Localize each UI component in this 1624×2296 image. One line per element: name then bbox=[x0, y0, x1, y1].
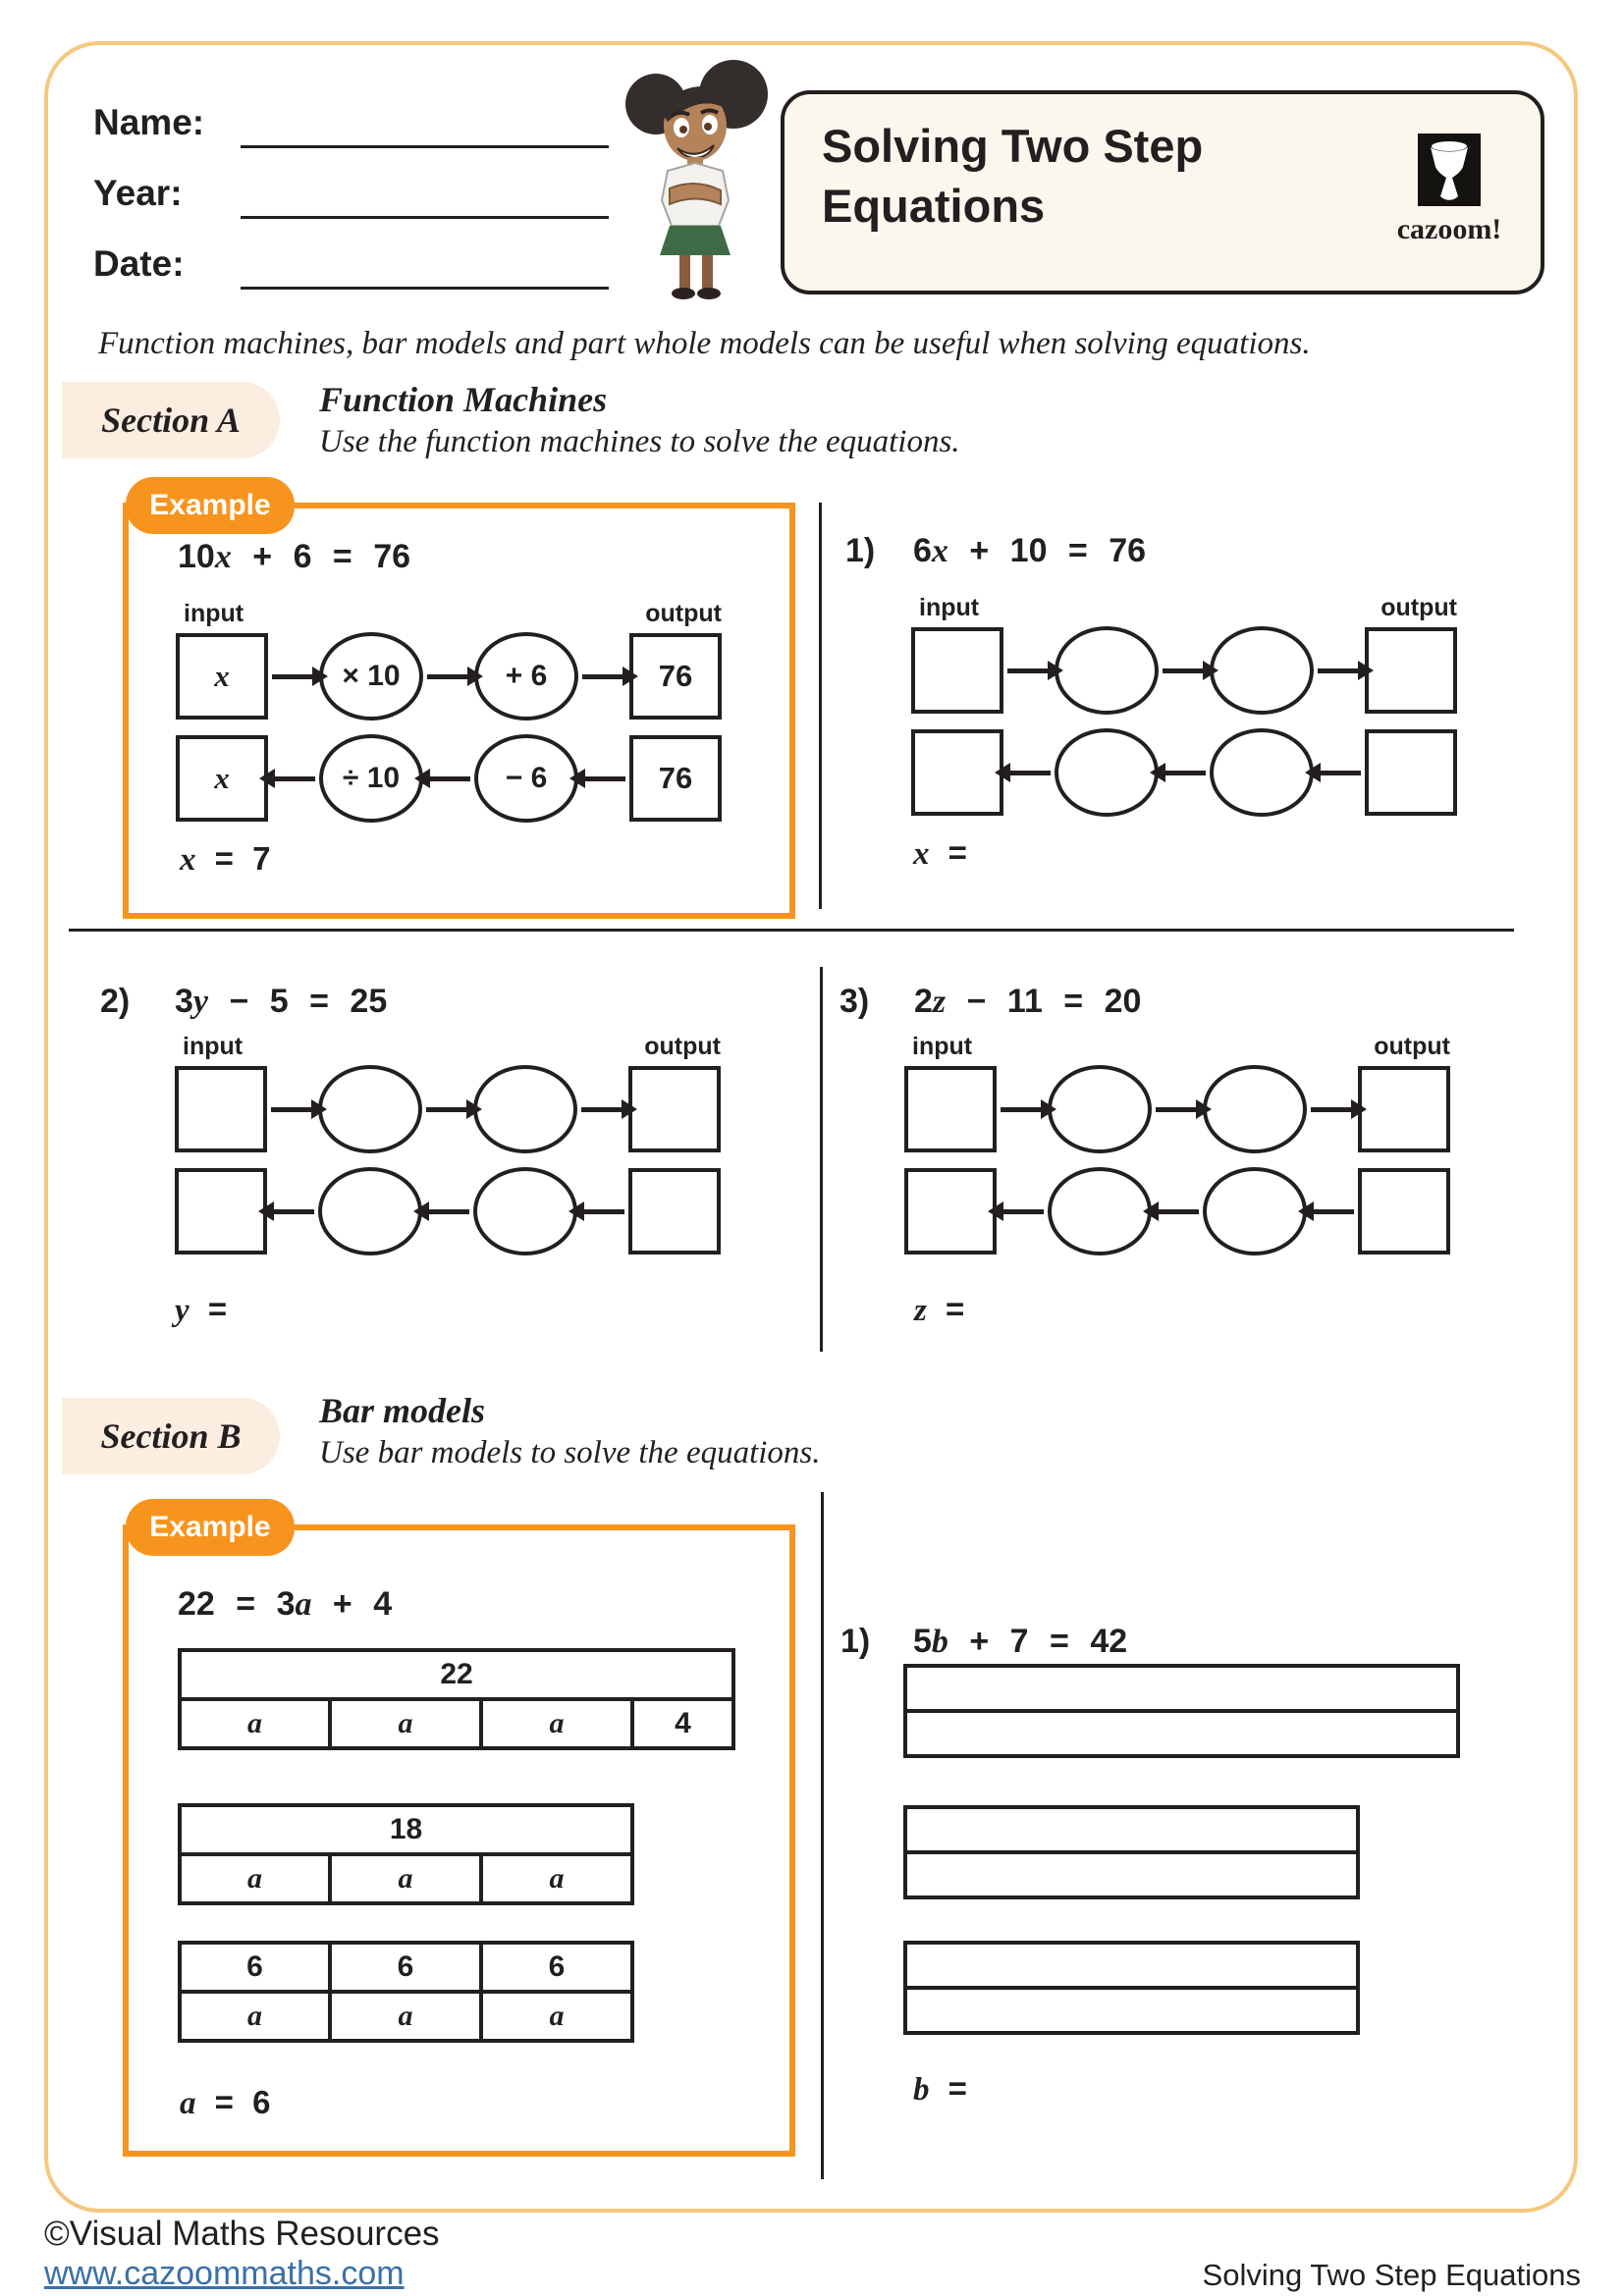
input-label: input bbox=[184, 600, 244, 627]
arrow-right-icon bbox=[1007, 668, 1051, 673]
bar-part-cell: a bbox=[481, 1992, 632, 2041]
machine-forward-row bbox=[911, 626, 1457, 715]
arrow-right-icon bbox=[1163, 668, 1206, 673]
section-b-instruction: Use bar models to solve the equations. bbox=[319, 1435, 821, 1470]
bar-blank-cell[interactable] bbox=[905, 1807, 1358, 1852]
bar-part-cell: a bbox=[180, 1854, 330, 1903]
example-b-box bbox=[123, 1524, 795, 2157]
arrow-left-icon bbox=[1318, 771, 1361, 775]
arrow-right-icon bbox=[581, 1107, 624, 1112]
arrow-right-icon bbox=[1318, 668, 1361, 673]
bar-part-cell: a bbox=[481, 1699, 632, 1748]
name-line[interactable] bbox=[241, 145, 609, 148]
bar-model-3 bbox=[178, 1941, 634, 2043]
question-answer-blank[interactable]: y = bbox=[175, 1291, 228, 1328]
divider-horizontal bbox=[69, 929, 1514, 932]
question-machine bbox=[911, 589, 1457, 817]
question-equation: 5b + 7 = 42 bbox=[913, 1623, 1128, 1660]
footer-title: Solving Two Step Equations bbox=[1202, 2258, 1581, 2292]
machine-operation-circle-empty[interactable] bbox=[473, 1065, 577, 1153]
arrow-left-icon bbox=[1001, 1209, 1044, 1214]
machine-input-box-empty[interactable] bbox=[911, 729, 1003, 816]
bar-value-cell: 6 bbox=[180, 1943, 330, 1992]
question-number: 2) bbox=[100, 983, 131, 1020]
arrow-right-icon bbox=[1156, 1107, 1199, 1112]
bar-total-cell: 18 bbox=[180, 1805, 632, 1854]
machine-operation-circle-empty[interactable] bbox=[1203, 1065, 1307, 1153]
question-equation: 2z − 11 = 20 bbox=[914, 983, 1142, 1020]
website-link[interactable]: www.cazoommaths.com bbox=[44, 2255, 405, 2292]
bar-value-cell: 6 bbox=[330, 1943, 481, 1992]
bar-part-cell: 4 bbox=[632, 1699, 733, 1748]
input-label: input bbox=[183, 1033, 244, 1060]
machine-output-box-empty[interactable] bbox=[1365, 627, 1457, 714]
arrow-left-icon bbox=[1007, 771, 1051, 775]
machine-reverse-row bbox=[175, 1167, 721, 1255]
machine-forward-row bbox=[176, 632, 722, 721]
empty-bar-model-2 bbox=[903, 1805, 1360, 1899]
question-answer-blank[interactable]: z = bbox=[914, 1291, 965, 1328]
question-a3 bbox=[839, 967, 1527, 1360]
output-label: output bbox=[645, 600, 722, 627]
question-a2 bbox=[86, 967, 800, 1360]
machine-operation-circle-empty[interactable] bbox=[1055, 728, 1159, 817]
arrow-right-icon bbox=[1001, 1107, 1044, 1112]
output-label: output bbox=[644, 1033, 721, 1060]
question-machine bbox=[175, 1028, 721, 1255]
machine-operation-circle-empty[interactable] bbox=[318, 1065, 422, 1153]
example-a-equation: 10x + 6 = 76 bbox=[178, 538, 411, 575]
question-number: 3) bbox=[839, 983, 870, 1020]
title-box bbox=[781, 90, 1544, 294]
machine-input-box-empty[interactable] bbox=[904, 1066, 997, 1152]
empty-bar-model-1 bbox=[903, 1664, 1460, 1758]
bar-part-cell: a bbox=[330, 1699, 481, 1748]
student-character-illustration bbox=[619, 51, 776, 301]
bar-part-cell: a bbox=[481, 1854, 632, 1903]
output-label: output bbox=[1374, 1033, 1450, 1060]
arrow-left-icon bbox=[1311, 1209, 1354, 1214]
machine-operation-circle-empty[interactable] bbox=[1210, 626, 1314, 715]
input-label: input bbox=[919, 594, 980, 621]
date-line[interactable] bbox=[241, 287, 609, 290]
question-a1 bbox=[823, 503, 1526, 907]
example-a-machine bbox=[176, 595, 722, 823]
machine-output-box-empty[interactable] bbox=[628, 1168, 721, 1255]
bar-blank-cell[interactable] bbox=[905, 1711, 1458, 1756]
machine-input-box-empty[interactable] bbox=[175, 1066, 267, 1152]
year-line[interactable] bbox=[241, 216, 609, 219]
divider-vertical bbox=[819, 503, 822, 909]
name-label: Name: bbox=[93, 102, 205, 142]
question-answer-blank[interactable]: b = bbox=[913, 2070, 967, 2108]
question-machine bbox=[904, 1028, 1450, 1255]
arrow-right-icon bbox=[426, 1107, 469, 1112]
date-label: Date: bbox=[93, 243, 185, 284]
arrow-left-icon bbox=[1163, 771, 1206, 775]
question-b1 bbox=[823, 1524, 1526, 2153]
machine-input-box: x bbox=[176, 735, 268, 822]
machine-output-box-empty[interactable] bbox=[1365, 729, 1457, 816]
arrow-left-icon bbox=[271, 1209, 314, 1214]
section-b-label: Section B bbox=[62, 1398, 280, 1474]
machine-operation-circle: − 6 bbox=[474, 734, 578, 823]
arrow-right-icon bbox=[1311, 1107, 1354, 1112]
machine-reverse-row bbox=[176, 734, 722, 823]
empty-bar-model-3 bbox=[903, 1941, 1360, 2035]
machine-reverse-row bbox=[911, 728, 1457, 817]
example-b-answer: a = 6 bbox=[180, 2084, 271, 2121]
example-b-tab: Example bbox=[126, 1499, 295, 1556]
machine-output-box: 76 bbox=[629, 633, 722, 720]
machine-output-box-empty[interactable] bbox=[1358, 1066, 1450, 1152]
cazoom-logo bbox=[1385, 133, 1513, 246]
machine-input-box: x bbox=[176, 633, 268, 720]
arrow-right-icon bbox=[272, 674, 315, 679]
machine-input-box-empty[interactable] bbox=[175, 1168, 267, 1255]
question-equation: 6x + 10 = 76 bbox=[913, 532, 1147, 569]
machine-operation-circle-empty[interactable] bbox=[1210, 728, 1314, 817]
section-a-label: Section A bbox=[62, 382, 280, 458]
worksheet-title: Solving Two Step Equations bbox=[822, 120, 1204, 233]
copyright-text: ©Visual Maths Resources bbox=[44, 2215, 440, 2253]
logo-text: cazoom! bbox=[1396, 213, 1502, 245]
machine-input-box-empty[interactable] bbox=[904, 1168, 997, 1255]
bar-blank-cell[interactable] bbox=[905, 1852, 1358, 1897]
machine-operation-circle: + 6 bbox=[474, 632, 578, 721]
year-label: Year: bbox=[93, 173, 183, 213]
bar-model-2 bbox=[178, 1803, 634, 1905]
question-answer-blank[interactable]: x = bbox=[913, 834, 967, 872]
machine-output-box: 76 bbox=[629, 735, 722, 822]
section-a-heading: Function Machines bbox=[319, 380, 608, 419]
machine-operation-circle-empty[interactable] bbox=[1203, 1167, 1307, 1255]
machine-output-box-empty[interactable] bbox=[1358, 1168, 1450, 1255]
machine-operation-circle-empty[interactable] bbox=[1048, 1167, 1152, 1255]
machine-operation-circle-empty[interactable] bbox=[1048, 1065, 1152, 1153]
bar-blank-cell[interactable] bbox=[905, 1988, 1358, 2033]
divider-vertical bbox=[820, 967, 823, 1352]
section-a-instruction: Use the function machines to solve the equations. bbox=[319, 424, 960, 459]
bar-blank-cell[interactable] bbox=[905, 1666, 1458, 1711]
machine-forward-row bbox=[175, 1065, 721, 1153]
bar-blank-cell[interactable] bbox=[905, 1943, 1358, 1988]
machine-reverse-row bbox=[904, 1167, 1450, 1255]
question-number: 1) bbox=[840, 1623, 871, 1660]
bar-model-1 bbox=[178, 1648, 735, 1750]
bar-part-cell: a bbox=[180, 1699, 330, 1748]
question-number: 1) bbox=[845, 532, 876, 569]
arrow-right-icon bbox=[427, 674, 470, 679]
drum-icon bbox=[1418, 133, 1481, 206]
arrow-right-icon bbox=[271, 1107, 314, 1112]
example-b-equation: 22 = 3a + 4 bbox=[178, 1585, 393, 1623]
machine-forward-row bbox=[904, 1065, 1450, 1153]
bar-part-cell: a bbox=[180, 1992, 330, 2041]
machine-operation-circle: ÷ 10 bbox=[319, 734, 423, 823]
machine-output-box-empty[interactable] bbox=[628, 1066, 721, 1152]
example-a-tab: Example bbox=[126, 477, 295, 534]
question-equation: 3y − 5 = 25 bbox=[175, 983, 388, 1020]
intro-text: Function machines, bar models and part whole models can be useful when solving equations. bbox=[98, 326, 1311, 361]
machine-operation-circle-empty[interactable] bbox=[318, 1167, 422, 1255]
machine-input-box-empty[interactable] bbox=[911, 627, 1003, 714]
arrow-left-icon bbox=[426, 1209, 469, 1214]
example-a-answer: x = 7 bbox=[180, 840, 271, 878]
arrow-right-icon bbox=[582, 674, 625, 679]
arrow-left-icon bbox=[427, 776, 470, 781]
machine-operation-circle-empty[interactable] bbox=[473, 1167, 577, 1255]
arrow-left-icon bbox=[272, 776, 315, 781]
machine-operation-circle: × 10 bbox=[319, 632, 423, 721]
output-label: output bbox=[1380, 594, 1457, 621]
arrow-left-icon bbox=[581, 1209, 624, 1214]
bar-value-cell: 6 bbox=[481, 1943, 632, 1992]
bar-part-cell: a bbox=[330, 1992, 481, 2041]
bar-total-cell: 22 bbox=[180, 1650, 733, 1699]
section-b-heading: Bar models bbox=[319, 1391, 486, 1430]
input-label: input bbox=[912, 1033, 973, 1060]
bar-part-cell: a bbox=[330, 1854, 481, 1903]
arrow-left-icon bbox=[1156, 1209, 1199, 1214]
example-a-box bbox=[123, 503, 795, 919]
arrow-left-icon bbox=[582, 776, 625, 781]
machine-operation-circle-empty[interactable] bbox=[1055, 626, 1159, 715]
